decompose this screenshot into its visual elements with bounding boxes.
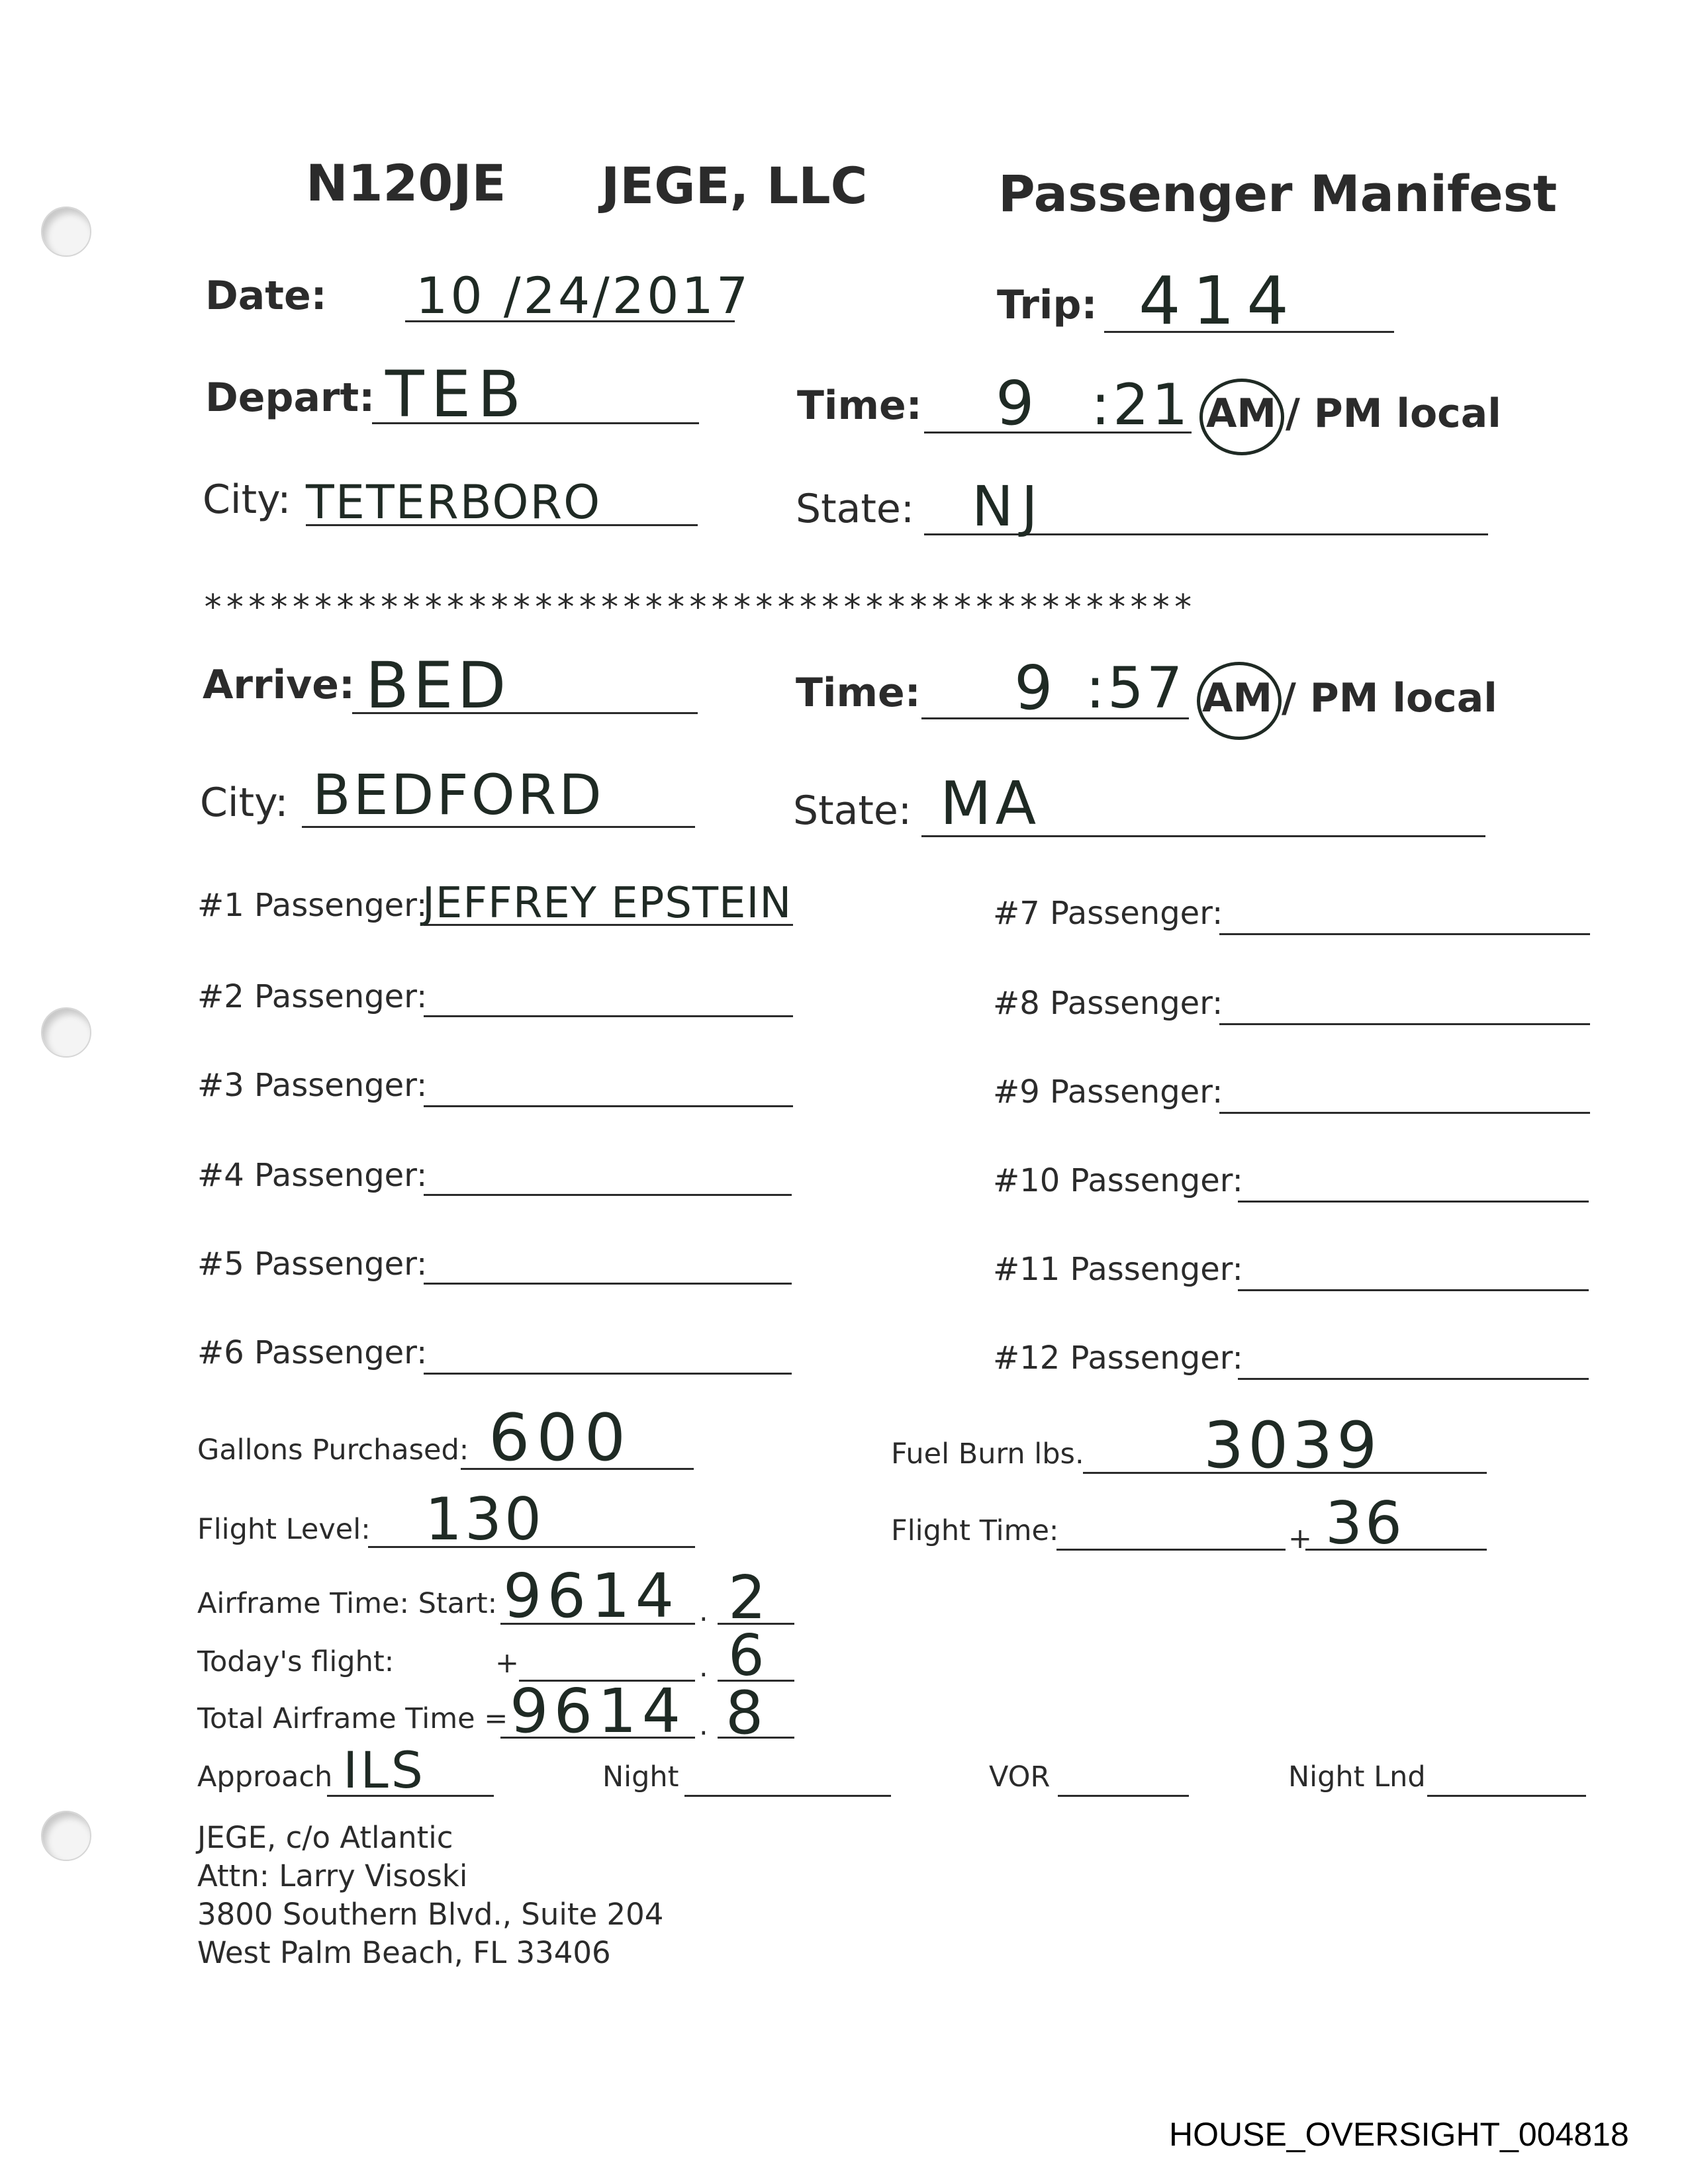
passenger-1-value: JEFFREY EPSTEIN bbox=[422, 879, 792, 928]
passenger-3-label: #3 Passenger: bbox=[197, 1067, 428, 1104]
depart-label: Depart: bbox=[205, 375, 375, 421]
arrive-city-label: City: bbox=[200, 780, 289, 826]
depart-time-label: Time: bbox=[797, 383, 922, 429]
night-landing-label: Night Lnd bbox=[1288, 1760, 1426, 1794]
depart-value: TEB bbox=[385, 357, 528, 432]
passenger-10-line bbox=[1238, 1201, 1589, 1203]
total-airframe-whole: 9614 bbox=[510, 1676, 686, 1747]
passenger-6-line bbox=[424, 1373, 792, 1375]
gallons-label: Gallons Purchased: bbox=[197, 1433, 469, 1467]
total-airframe-frac: 8 bbox=[726, 1678, 767, 1748]
bates-number: HOUSE_OVERSIGHT_004818 bbox=[1169, 2116, 1629, 2153]
night-line bbox=[684, 1795, 891, 1797]
passenger-9-line bbox=[1219, 1112, 1590, 1114]
passenger-10-label: #10 Passenger: bbox=[993, 1162, 1243, 1199]
passenger-8-label: #8 Passenger: bbox=[993, 985, 1223, 1022]
fuel-burn-value: 3039 bbox=[1203, 1408, 1382, 1482]
todays-flight-plus: + bbox=[495, 1647, 520, 1680]
trip-value: 414 bbox=[1139, 262, 1301, 340]
tail-number: N120JE bbox=[306, 154, 506, 212]
airframe-start-dot: . bbox=[699, 1595, 708, 1628]
vor-line bbox=[1058, 1795, 1189, 1797]
separator-stars: ********************************************* bbox=[203, 588, 1195, 627]
passenger-7-label: #7 Passenger: bbox=[993, 895, 1223, 932]
passenger-6-label: #6 Passenger: bbox=[197, 1334, 428, 1371]
trip-label: Trip: bbox=[997, 282, 1098, 328]
passenger-12-label: #12 Passenger: bbox=[993, 1340, 1243, 1377]
todays-flight-frac: 6 bbox=[728, 1623, 767, 1689]
depart-hour: 9 bbox=[996, 368, 1037, 439]
arrive-pm-local: / PM local bbox=[1282, 675, 1497, 721]
airframe-start-frac: 2 bbox=[728, 1563, 769, 1633]
flight-level-label: Flight Level: bbox=[197, 1513, 371, 1546]
passenger-12-line bbox=[1238, 1378, 1589, 1380]
passenger-3-line bbox=[424, 1105, 793, 1107]
depart-city-label: City: bbox=[203, 477, 291, 523]
date-value: 10 /24/2017 bbox=[416, 266, 751, 325]
binder-hole-middle bbox=[41, 1007, 91, 1058]
depart-am: AM bbox=[1206, 390, 1277, 437]
approach-value: ILS bbox=[343, 1741, 426, 1799]
arrive-state-label: State: bbox=[793, 788, 912, 834]
passenger-8-line bbox=[1219, 1023, 1590, 1025]
gallons-value: 600 bbox=[489, 1400, 633, 1476]
mailing-address bbox=[197, 1819, 663, 1972]
arrive-state-value: MA bbox=[940, 769, 1041, 839]
night-label: Night bbox=[602, 1760, 679, 1794]
passenger-7-line bbox=[1219, 933, 1590, 935]
passenger-4-line bbox=[424, 1194, 792, 1196]
binder-hole-top bbox=[41, 206, 91, 257]
total-airframe-dot: . bbox=[699, 1709, 708, 1742]
company-name: JEGE, LLC bbox=[601, 156, 868, 215]
depart-minute: :21 bbox=[1091, 372, 1191, 438]
binder-hole-bottom bbox=[41, 1811, 91, 1861]
arrive-time-label: Time: bbox=[796, 670, 921, 716]
todays-flight-label: Today's flight: bbox=[197, 1645, 395, 1678]
depart-pm-local: / PM local bbox=[1286, 390, 1501, 437]
passenger-1-label: #1 Passenger: bbox=[197, 887, 428, 924]
passenger-9-label: #9 Passenger: bbox=[993, 1073, 1223, 1111]
depart-state-value: NJ bbox=[972, 474, 1046, 539]
address-line-4: West Palm Beach, FL 33406 bbox=[197, 1935, 611, 1970]
night-landing-line bbox=[1427, 1795, 1586, 1797]
flight-time-line-hours bbox=[1056, 1549, 1286, 1551]
passenger-5-label: #5 Passenger: bbox=[197, 1246, 428, 1283]
arrive-hour: 9 bbox=[1014, 653, 1056, 723]
flight-time-label: Flight Time: bbox=[891, 1514, 1059, 1547]
passenger-11-label: #11 Passenger: bbox=[993, 1251, 1243, 1288]
address-line-1: JEGE, c/o Atlantic bbox=[197, 1820, 453, 1855]
total-airframe-label: Total Airframe Time = bbox=[197, 1702, 508, 1735]
arrive-value: BED bbox=[365, 649, 510, 723]
arrive-minute: :57 bbox=[1086, 655, 1186, 721]
airframe-start-label: Airframe Time: Start: bbox=[197, 1587, 498, 1620]
flight-time-plus: + bbox=[1288, 1522, 1313, 1555]
arrive-city-value: BEDFORD bbox=[312, 762, 604, 827]
passenger-2-line bbox=[424, 1015, 793, 1017]
flight-time-value: 36 bbox=[1325, 1489, 1405, 1557]
depart-city-value: TETERBORO bbox=[306, 475, 602, 529]
flight-level-value: 130 bbox=[425, 1485, 544, 1553]
passenger-5-line bbox=[424, 1283, 792, 1285]
approach-label: Approach bbox=[197, 1760, 333, 1794]
fuel-burn-label: Fuel Burn lbs. bbox=[891, 1437, 1084, 1471]
todays-flight-dot: . bbox=[699, 1651, 708, 1684]
address-line-3: 3800 Southern Blvd., Suite 204 bbox=[197, 1897, 664, 1932]
arrive-am: AM bbox=[1202, 675, 1273, 721]
passenger-4-label: #4 Passenger: bbox=[197, 1157, 428, 1194]
arrive-label: Arrive: bbox=[203, 662, 355, 708]
passenger-2-label: #2 Passenger: bbox=[197, 978, 428, 1015]
address-line-2: Attn: Larry Visoski bbox=[197, 1858, 468, 1893]
depart-state-label: State: bbox=[796, 486, 915, 532]
vor-label: VOR bbox=[989, 1760, 1051, 1794]
page-title: Passenger Manifest bbox=[998, 164, 1558, 223]
passenger-11-line bbox=[1238, 1289, 1589, 1291]
date-label: Date: bbox=[205, 273, 327, 319]
airframe-start-whole: 9614 bbox=[503, 1561, 680, 1631]
